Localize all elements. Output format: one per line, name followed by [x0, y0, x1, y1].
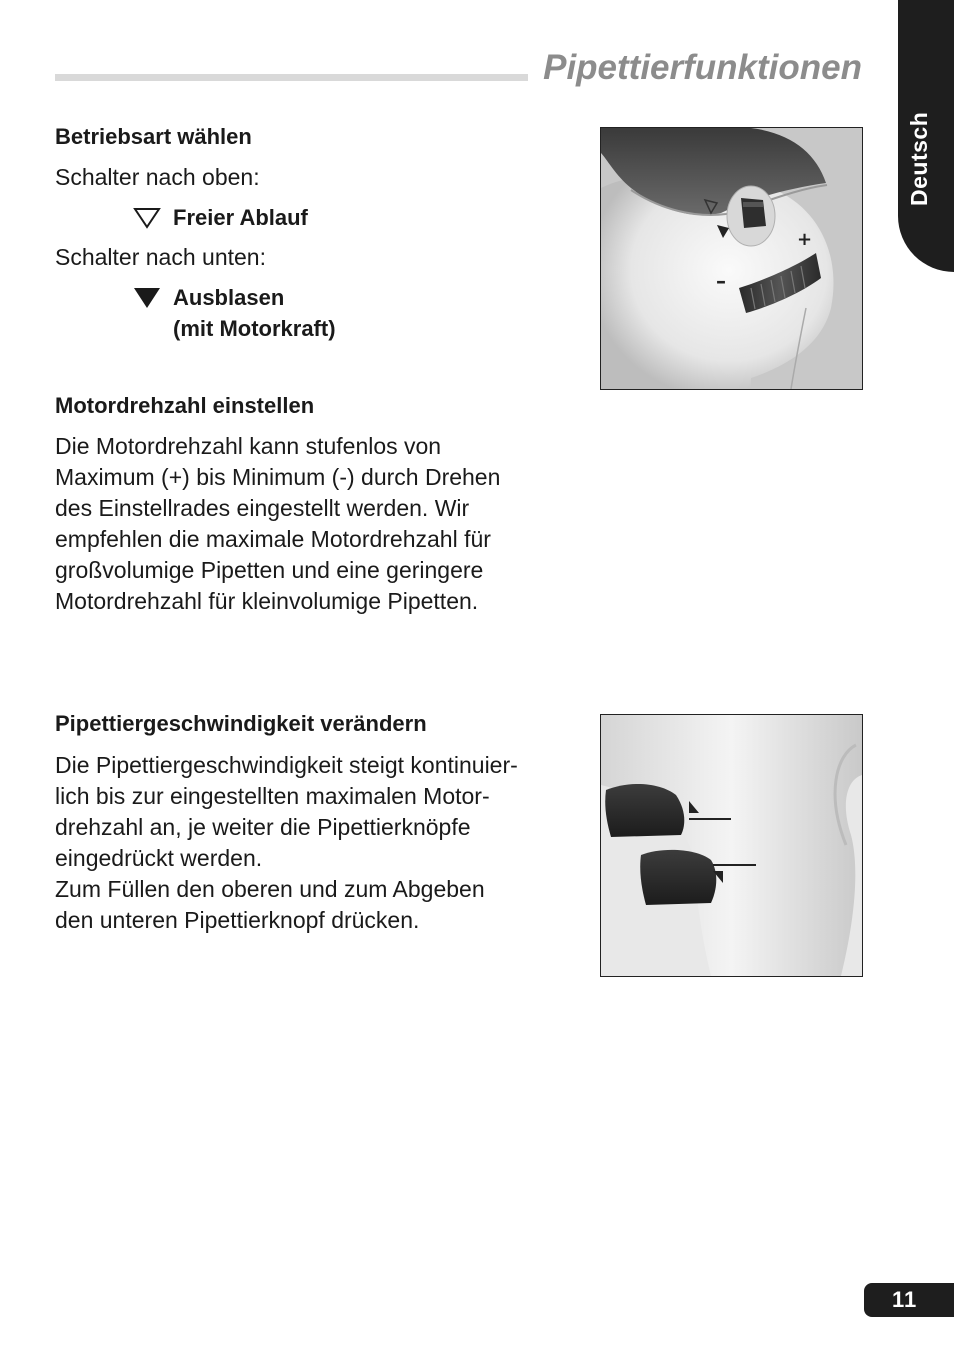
- velocity-paragraph: [55, 750, 518, 936]
- mode-blow-out: [133, 282, 393, 344]
- speed-line: empfehlen die maximale Motordrehzahl für: [55, 526, 491, 552]
- section-heading-mode: Betriebsart wählen: [55, 124, 252, 149]
- speed-minus-label: –: [716, 269, 726, 293]
- header-rule: [55, 74, 528, 81]
- language-tab-label: Deutsch: [906, 111, 932, 206]
- mode-free-flow-label: Freier Ablauf: [173, 205, 308, 230]
- outline-triangle-down-icon: [133, 207, 161, 229]
- speed-paragraph: [55, 431, 500, 617]
- device-top-illustration: [601, 128, 862, 389]
- switch-down-text: Schalter nach unten:: [55, 244, 266, 270]
- speed-line: Maximum (+) bis Minimum (-) durch Drehen: [55, 464, 501, 490]
- language-tab: [898, 0, 954, 272]
- section-heading-velocity: Pipettiergeschwindigkeit verändern: [55, 711, 427, 736]
- section-heading-speed: Motordrehzahl einstellen: [55, 393, 315, 418]
- device-grip-illustration: [601, 715, 862, 976]
- velocity-line: lich bis zur eingestellten maximalen Motor-: [55, 783, 490, 809]
- velocity-line: drehzahl an, je weiter die Pipettierknöpfe: [55, 814, 471, 840]
- mode-free-flow: [133, 202, 393, 233]
- photo-mode-switch-and-speed-wheel: [600, 127, 863, 390]
- switch-up-text: Schalter nach oben:: [55, 164, 260, 190]
- speed-line: Die Motordrehzahl kann stufenlos von: [55, 433, 442, 459]
- velocity-line: Zum Füllen den oberen und zum Abgeben: [55, 876, 485, 902]
- filled-triangle-down-icon: [133, 287, 161, 309]
- mode-blow-out-label-line1: Ausblasen: [173, 285, 285, 310]
- speed-line: des Einstellrades eingestellt werden. Wir: [55, 495, 470, 521]
- page-number: 11: [864, 1283, 954, 1317]
- speed-plus-label: +: [797, 229, 813, 250]
- velocity-line: den unteren Pipettierknopf drücken.: [55, 907, 420, 933]
- speed-line: Motordrehzahl für kleinvolumige Pipetten.: [55, 588, 479, 614]
- photo-pipetting-buttons: [600, 714, 863, 977]
- mode-blow-out-label-line2: (mit Motorkraft): [173, 316, 336, 341]
- velocity-line: Die Pipettiergeschwindigkeit steigt kontinuier-: [55, 752, 518, 778]
- page-title: Pipettierfunktionen: [543, 48, 862, 87]
- velocity-line: eingedrückt werden.: [55, 845, 263, 871]
- speed-line: großvolumige Pipetten und eine geringere: [55, 557, 484, 583]
